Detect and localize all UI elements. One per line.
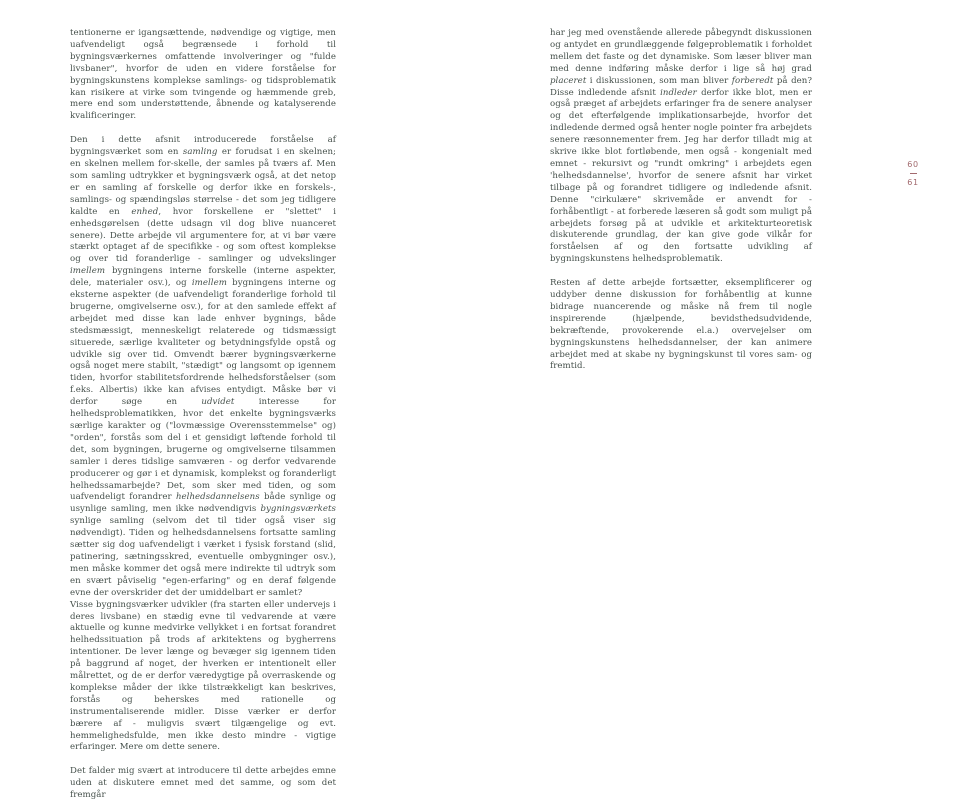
italic-text-segment: bygningsværkets bbox=[260, 504, 336, 515]
text-segment: på den? Disse indledende afsnit bbox=[550, 75, 812, 98]
italic-text-segment: placeret bbox=[550, 75, 587, 86]
text-segment: , hvor forskellene er "slettet" i enhedsgørelsen (dette udsagn vil dog blive nuanceret senere). Dette arbejde vil argumentere for, at vi bør være stærkt optaget af de specifikke - og som oftest komplekse og over tid foranderlige - samlinger og udvekslinger bbox=[70, 206, 336, 265]
italic-text-segment: indleder bbox=[660, 87, 697, 98]
italic-text-segment: udvidet bbox=[201, 397, 235, 408]
text-segment: Det falder mig svært at introducere til dette arbejdes emne uden at diskutere emnet med det samme, og som det fremgår bbox=[70, 766, 336, 801]
page-marker bbox=[898, 160, 928, 187]
italic-text-segment: enhed bbox=[131, 206, 159, 217]
paragraph bbox=[70, 600, 336, 755]
paragraph bbox=[70, 766, 336, 802]
left-page-number: 60 bbox=[907, 160, 919, 169]
paragraph bbox=[70, 28, 336, 123]
page-marker-dash bbox=[910, 173, 917, 174]
text-segment: bygningens interne og eksterne aspekter (de uafvendeligt foranderlige forhold til brugerne, omgivelserne osv.), for at den samlede effekt af arbejdet med disse kan lade enhver bygnings, både stedsmæssigt, menneskeligt relaterede og tidsmæssigt situerede, særlige kvaliteter og betydningsfylde opstå og udvikle sig over tid. Omvendt bærer bygningsværkerne også noget mere stabilt, "stædigt" og langsomt op igennem tiden, hvorfor stabilitetsfordrende helhedsforståelser (som f.eks. Albertis) ikke kan afvises entydigt. Måske bør vi derfor søge en bbox=[70, 278, 336, 408]
text-segment: Resten af dette arbejde fortsætter, eksemplificerer og uddyber denne diskussion for forhåbentlig at kunne bidrage nuancerende og måske nå frem til nogle inspirerende (hjælpende, bevidsthedsudvidende, bekræftende, provokerende el.a.) overvejelser om bygningskunstens helhedsdannelser, der kan animere arbejdet med at skabe ny bygningskunst til vores sam- og fremtid. bbox=[550, 278, 812, 372]
text-segment: Visse bygningsværker udvikler (fra starten eller undervejs i deres livsbane) en stædig evne til vedvarende at være aktuelle og kunne medvirke vellykket i en fortsat forandret helhedssituation på trods af arkitektens og bygherrens intentioner. De lever længe og bevæger sig igennem tiden på baggrund af noget, der hverken er intentionelt eller målrettet, og de er derfor væredygtige på overraskende og komplekse måder der ikke tilstrækkeligt kan beskrives, forstås og beherskes med rationelle og instrumentaliserende midler. Disse værker er derfor bærere af - muligvis svært tilgængelige og evt. hemmelighedsfulde, men ikke desto mindre - vigtige erfaringer. Mere om dette senere. bbox=[70, 599, 336, 753]
text-segment: både synlige og usynlige samling, men ikke nødvendigvis bbox=[70, 492, 337, 515]
text-segment: derfor ikke blot, men er også præget af arbejdets erfaringer fra de senere analyser og det efterfølgende implikationsarbejde, hvorfor det indledende dermed også henter nogle pointer fra arbejdets senere ræsonnementer frem. Jeg har derfor tilladt mig at skrive ikke blot fortløbende, men også - kongenialt med emnet - rekursivt og "rundt omkring" i arbejdets egen 'helhedsdannelse', hvorfor de senere afsnit har virket tilbage på og forandret tidligere og indledende afsnit. Denne "cirkulære" skrivemåde er anvendt for - forhåbentligt - at forberede læseren så godt som muligt på arbejdets forsøg på at udvikle et arkitekturteoretisk diskuterende grundlag, der kan give gode vilkår for forståelsen af og den fortsatte udvikling af bygningskunstens helhedsproblematik. bbox=[550, 87, 813, 265]
italic-text-segment: imellem bbox=[70, 266, 106, 277]
left-page-text-column bbox=[70, 28, 336, 802]
italic-text-segment: imellem bbox=[191, 278, 227, 289]
right-page-text-column bbox=[550, 28, 812, 373]
italic-text-segment: forberedt bbox=[731, 75, 774, 86]
right-page-number: 61 bbox=[907, 178, 919, 187]
text-segment: i diskussionen, som man bliver bbox=[586, 75, 732, 86]
paragraph bbox=[70, 135, 336, 599]
text-segment: synlige samling (selvom det til tider også viser sig nødvendigt). Tiden og helhedsdannelsens fortsatte samling sætter sig dog uafvendeligt i værket i fysisk forstand (slid, patinering, sætningsskred, eventuelle ombygninger osv.), men måske kommer det også mere indirekte til udtryk som en svært påviselig "egen-erfaring" og en deraf følgende evne der overskrider det der umiddelbart er samlet? bbox=[70, 516, 336, 598]
text-segment: interesse for helhedsproblematikken, hvor det enkelte bygningsværks særlige karakter og ("lovmæssige Overensstemmelse" og) "orden", forstås som del i et gensidigt løftende forhold til det, som bygningen, brugerne og omgivelserne tilsammen samler i deres tidslige samværen - og derfor vedvarende producerer og gør i et dynamisk, komplekst og foranderligt helhedssamarbejde? Det, som sker med tiden, og som uafvendeligt forandrer bbox=[70, 397, 336, 503]
text-segment: har jeg med ovenstående allerede påbegyndt diskussionen og antydet en grundlæggende følgeproblematik i forholdet mellem det faste og det dynamiske. Som læser bliver man med denne indføring måske derfor i lige så høj grad bbox=[550, 28, 812, 74]
italic-text-segment: samling bbox=[182, 147, 218, 158]
text-segment: er forudsat i en skelnen; en skelnen mellem for-skelle, der samles på tværs af. Men som samling udtrykker et bygningsværk også, at det netop er en samling af forskelle og derfor ikke en forskels-, samlings- og spændingsløs størrelse - det som jeg tidligere kaldte en bbox=[70, 147, 336, 217]
text-segment: tentionerne er igangsættende, nødvendige og vigtige, men uafvendeligt også begrænsede i forhold til bygningsværkernes omfattende involveringer og "fulde livsbaner", hvorfor de uden en videre forståelse for bygningskunstens komplekse samlings- og tidsproblematik kan risikere at virke som tvingende og hæmmende greb, mere end som understøttende, åbnende og katalyserende kvalificeringer. bbox=[70, 28, 336, 122]
text-segment: bygningens interne forskelle (interne aspekter, dele, materialer osv.), og bbox=[70, 266, 336, 289]
paragraph bbox=[550, 28, 812, 266]
text-segment: Den i dette afsnit introducerede forståelse af bygningsværket som en bbox=[70, 135, 336, 158]
paragraph bbox=[550, 278, 812, 373]
italic-text-segment: helhedsdannelsens bbox=[175, 492, 260, 503]
